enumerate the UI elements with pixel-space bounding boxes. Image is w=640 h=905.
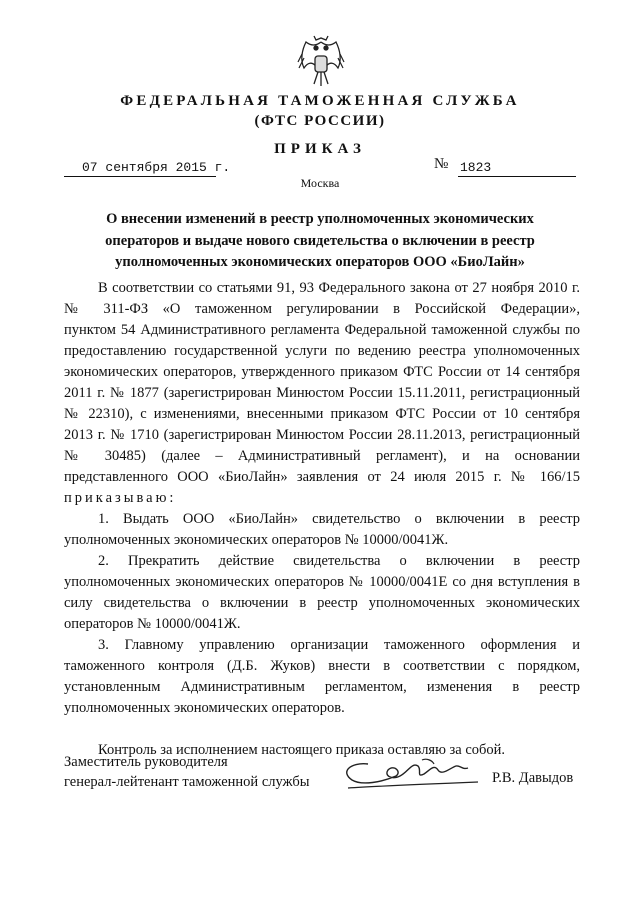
control-clause: Контроль за исполнением настоящего приказа оставляю за собой.	[98, 742, 506, 758]
agency-name: ФЕДЕРАЛЬНАЯ ТАМОЖЕННАЯ СЛУЖБА	[120, 93, 520, 109]
item1-line: 1. Выдать ООО «БиоЛайн» свидетельство о включении в реестр	[98, 511, 580, 527]
item1-line: уполномоченных экономических операторов № 10000/0041Ж.	[64, 532, 449, 548]
order-number: 1823	[458, 160, 576, 177]
handwritten-signature	[338, 752, 488, 794]
item3-line: 3. Главному управлению организации таможенного оформления и	[98, 637, 580, 653]
item3-line: таможенного контроля (Д.Б. Жуков) внести в соответствии с порядком,	[64, 658, 580, 674]
intro-line: пунктом 54 Административного регламента Федеральной таможенной службы по	[64, 322, 580, 338]
item3-line: уполномоченных экономических операторов.	[64, 700, 345, 716]
intro-line: представленного ООО «БиоЛайн» заявления от 24 июля 2015 г. № 166/15	[64, 469, 580, 485]
signatory-name: Р.В. Давыдов	[492, 770, 574, 786]
position-line: Заместитель руководителя	[64, 754, 228, 770]
order-body	[64, 278, 580, 761]
order-date: 07 сентября 2015 г.	[64, 160, 216, 177]
intro-line: 2013 г. № 1710 (зарегистрирован Минюстом России 28.11.2013, регистрационный	[64, 427, 580, 443]
intro-line: экономических операторов, утвержденного приказом ФТС России от 14 сентября	[64, 364, 580, 380]
intro-line: № 30485) (далее – Административный регламент), и на основании	[64, 448, 580, 464]
intro-line: В соответствии со статьями 91, 93 Федерального закона от 27 ноября 2010 г.	[98, 280, 580, 296]
intro-line: 2011 г. № 1877 (зарегистрирован Минюстом России 15.11.2011, регистрационный	[64, 385, 580, 401]
item3-line: установленным Административным регламентом, изменения в реестр	[64, 679, 580, 695]
intro-line: предоставлению государственной услуги по ведению реестра уполномоченных	[64, 343, 580, 359]
intro-line: № 311-ФЗ «О таможенном регулировании в Российской Федерации»,	[64, 301, 580, 317]
position-line: генерал-лейтенант таможенной службы	[64, 774, 310, 790]
signatory-position	[64, 752, 310, 792]
agency-short-name: (ФТС РОССИИ)	[254, 113, 386, 129]
intro-line: № 22310), с изменениями, внесенными приказом ФТС России от 10 сентября	[64, 406, 580, 422]
item2-line: 2. Прекратить действие свидетельства о включении в реестр	[98, 553, 580, 569]
item2-line: уполномоченных экономических операторов № 10000/0041Е со дня вступления в	[64, 574, 580, 590]
coat-of-arms-icon	[296, 32, 346, 88]
document-type: ПРИКАЗ	[274, 141, 366, 157]
order-number-label: №	[434, 156, 449, 172]
item2-line: силу свидетельства о включении в реестр уполномоченных экономических	[64, 595, 580, 611]
city: Москва	[300, 176, 340, 190]
item2-line: операторов № 10000/0041Ж.	[64, 616, 241, 632]
order-command: приказываю:	[64, 490, 177, 506]
order-subject: О внесении изменений в реестр уполномоченных экономических операторов и выдаче нового свидетельства о включении в реестр уполномоченных экономических операторов ООО «БиоЛайн»	[105, 211, 535, 270]
